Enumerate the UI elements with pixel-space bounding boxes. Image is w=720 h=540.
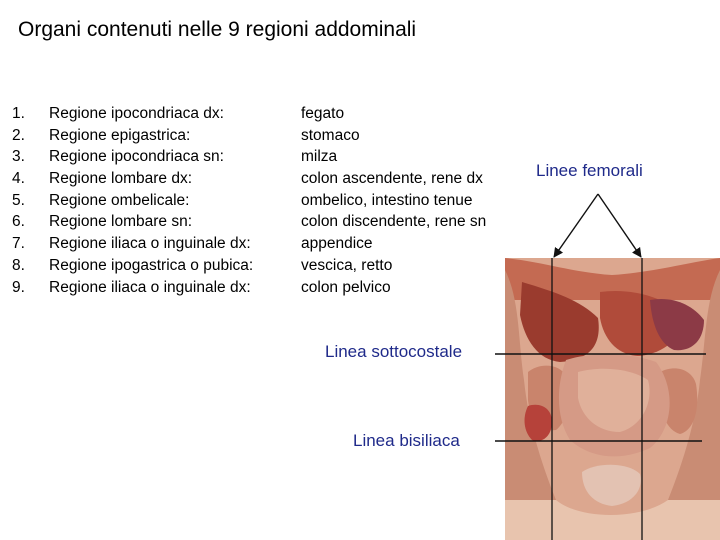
subcostal-line-label: Linea sottocostale	[325, 342, 463, 361]
region-name: Regione ipogastrica o pubica:	[49, 256, 254, 274]
organ-list: ombelico, intestino tenue	[301, 191, 473, 209]
slide-title: Organi contenuti nelle 9 regioni addominali	[18, 18, 417, 41]
region-number: 1.	[12, 105, 25, 122]
region-number: 5.	[12, 191, 25, 209]
abdomen-illustration	[505, 258, 720, 540]
region-name: Regione epigastrica:	[49, 126, 191, 144]
region-name: Regione lombare sn:	[49, 213, 193, 231]
region-number: 6.	[12, 213, 25, 231]
organ-list: colon discendente, rene sn	[301, 213, 487, 231]
region-number: 4.	[12, 170, 25, 188]
region-number: 8.	[12, 256, 25, 274]
organ-list: fegato	[301, 105, 345, 122]
region-name: Regione lombare dx:	[49, 170, 193, 188]
organ-list: colon pelvico	[301, 278, 391, 296]
region-name: Regione ipocondriaca sn:	[49, 148, 224, 166]
bisiliac-line-label: Linea bisiliaca	[353, 431, 460, 450]
organ-list: vescica, retto	[301, 256, 393, 274]
region-name: Regione iliaca o inguinale dx:	[49, 235, 251, 253]
femoral-lines-label: Linee femorali	[536, 161, 643, 180]
region-number: 2.	[12, 126, 25, 144]
femoral-arrow-left	[598, 194, 641, 257]
organ-list: milza	[301, 148, 338, 166]
organ-list: stomaco	[301, 126, 360, 144]
region-number: 7.	[12, 235, 25, 253]
femoral-arrow-right	[554, 194, 598, 257]
organ-list: colon ascendente, rene dx	[301, 170, 483, 188]
region-number: 3.	[12, 148, 25, 166]
femoral-arrows	[554, 194, 641, 257]
region-name: Regione ipocondriaca dx:	[49, 105, 224, 122]
organ-list: appendice	[301, 235, 373, 253]
region-name: Regione ombelicale:	[49, 191, 190, 209]
region-name: Regione iliaca o inguinale dx:	[49, 278, 251, 296]
region-number: 9.	[12, 278, 25, 296]
